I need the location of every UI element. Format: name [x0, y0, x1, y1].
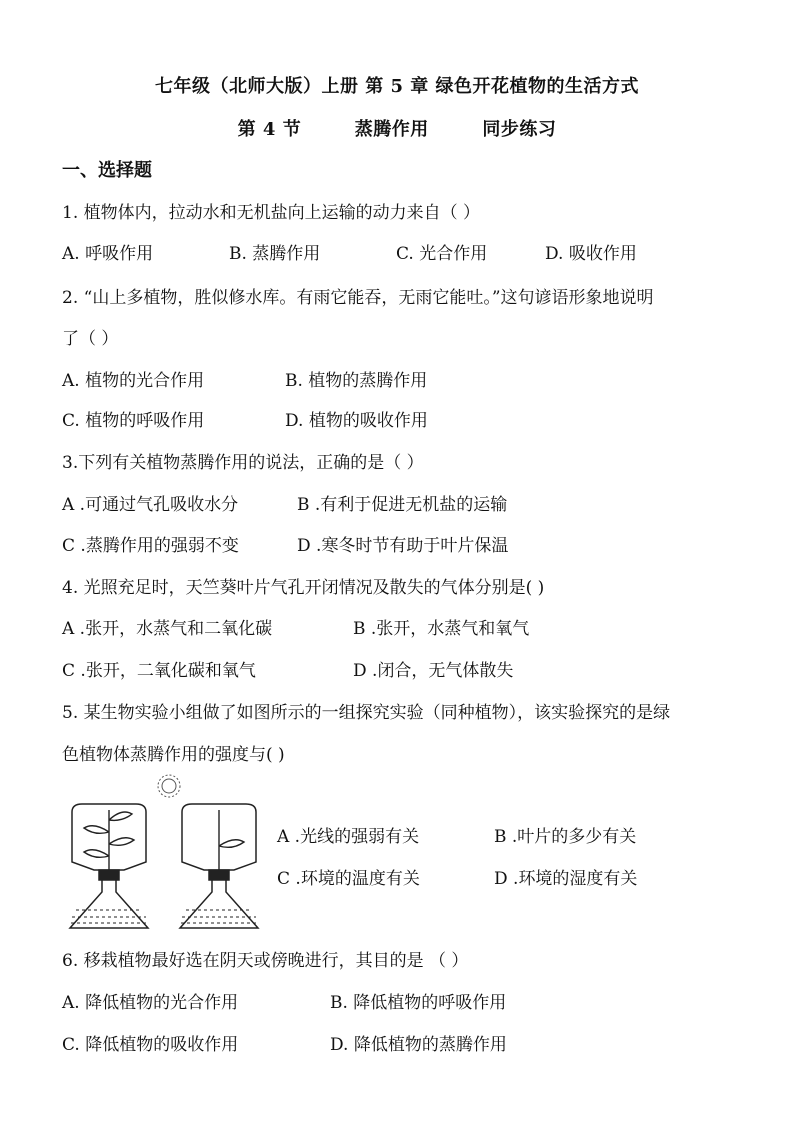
- q3-option-c: C .蒸腾作用的强弱不变: [62, 536, 239, 556]
- q1-option-d: D. 吸收作用: [545, 244, 637, 264]
- q3-option-b: B .有利于促进无机盐的运输: [297, 495, 508, 515]
- section-heading: 一、选择题: [62, 160, 152, 181]
- q4-option-b: B .张开，水蒸气和氧气: [353, 619, 530, 639]
- q4-option-d: D .闭合，无气体散失: [353, 661, 514, 681]
- experiment-figure: [62, 770, 277, 935]
- document-subtitle: [0, 115, 794, 141]
- q1-option-c: C. 光合作用: [396, 244, 488, 264]
- q2-option-b: B. 植物的蒸腾作用: [285, 371, 428, 391]
- q2-stem-line1: 2. “山上多植物，胜似修水库。有雨它能吞，无雨它能吐。”这句谚语形象地说明: [62, 288, 654, 308]
- q6-option-d: D. 降低植物的蒸腾作用: [330, 1035, 507, 1055]
- q2-stem-line2: 了（ ）: [62, 329, 119, 349]
- subtitle-type: 同步练习: [482, 119, 557, 140]
- document-title: 七年级（北师大版）上册 第 5 章 绿色开花植物的生活方式: [154, 76, 640, 97]
- q4-option-c: C .张开，二氧化碳和氧气: [62, 661, 256, 681]
- q4-stem: 4. 光照充足时，天竺葵叶片气孔开闭情况及散失的气体分别是( ): [62, 578, 545, 598]
- q2-option-a: A. 植物的光合作用: [62, 371, 205, 391]
- q6-stem: 6. 移栽植物最好选在阴天或傍晚进行，其目的是 （ ）: [62, 951, 469, 971]
- q1-stem: 1. 植物体内，拉动水和无机盐向上运输的动力来自（ ）: [62, 203, 481, 223]
- right-plant: [219, 810, 244, 872]
- q5-option-b: B .叶片的多少有关: [494, 827, 637, 847]
- q1-option-a: A. 呼吸作用: [62, 244, 154, 264]
- q1-option-b: B. 蒸腾作用: [229, 244, 321, 264]
- q2-option-d: D. 植物的吸收作用: [285, 411, 428, 431]
- q6-option-c: C. 降低植物的吸收作用: [62, 1035, 239, 1055]
- left-plant: [84, 810, 134, 872]
- right-flask: [180, 870, 258, 928]
- q5-stem-line1: 5. 某生物实验小组做了如图所示的一组探究实验（同种植物），该实验探究的是绿: [62, 703, 671, 723]
- q5-option-c: C .环境的温度有关: [277, 869, 420, 889]
- q3-option-d: D .寒冬时节有助于叶片保温: [297, 536, 509, 556]
- sun-icon: [158, 775, 180, 797]
- q5-stem-line2: 色植物体蒸腾作用的强度与( ): [62, 745, 285, 765]
- q2-option-c: C. 植物的呼吸作用: [62, 411, 205, 431]
- q6-option-b: B. 降低植物的呼吸作用: [330, 993, 507, 1013]
- subtitle-section: 第 4 节: [237, 119, 302, 140]
- q3-option-a: A .可通过气孔吸收水分: [62, 495, 239, 515]
- q6-option-a: A. 降低植物的光合作用: [62, 993, 239, 1013]
- q3-stem: 3.下列有关植物蒸腾作用的说法，正确的是（ ）: [62, 453, 424, 473]
- left-flask: [70, 870, 148, 928]
- q4-option-a: A .张开，水蒸气和二氧化碳: [62, 619, 273, 639]
- subtitle-topic: 蒸腾作用: [354, 119, 429, 140]
- q5-option-d: D .环境的湿度有关: [494, 869, 638, 889]
- q5-option-a: A .光线的强弱有关: [277, 827, 420, 847]
